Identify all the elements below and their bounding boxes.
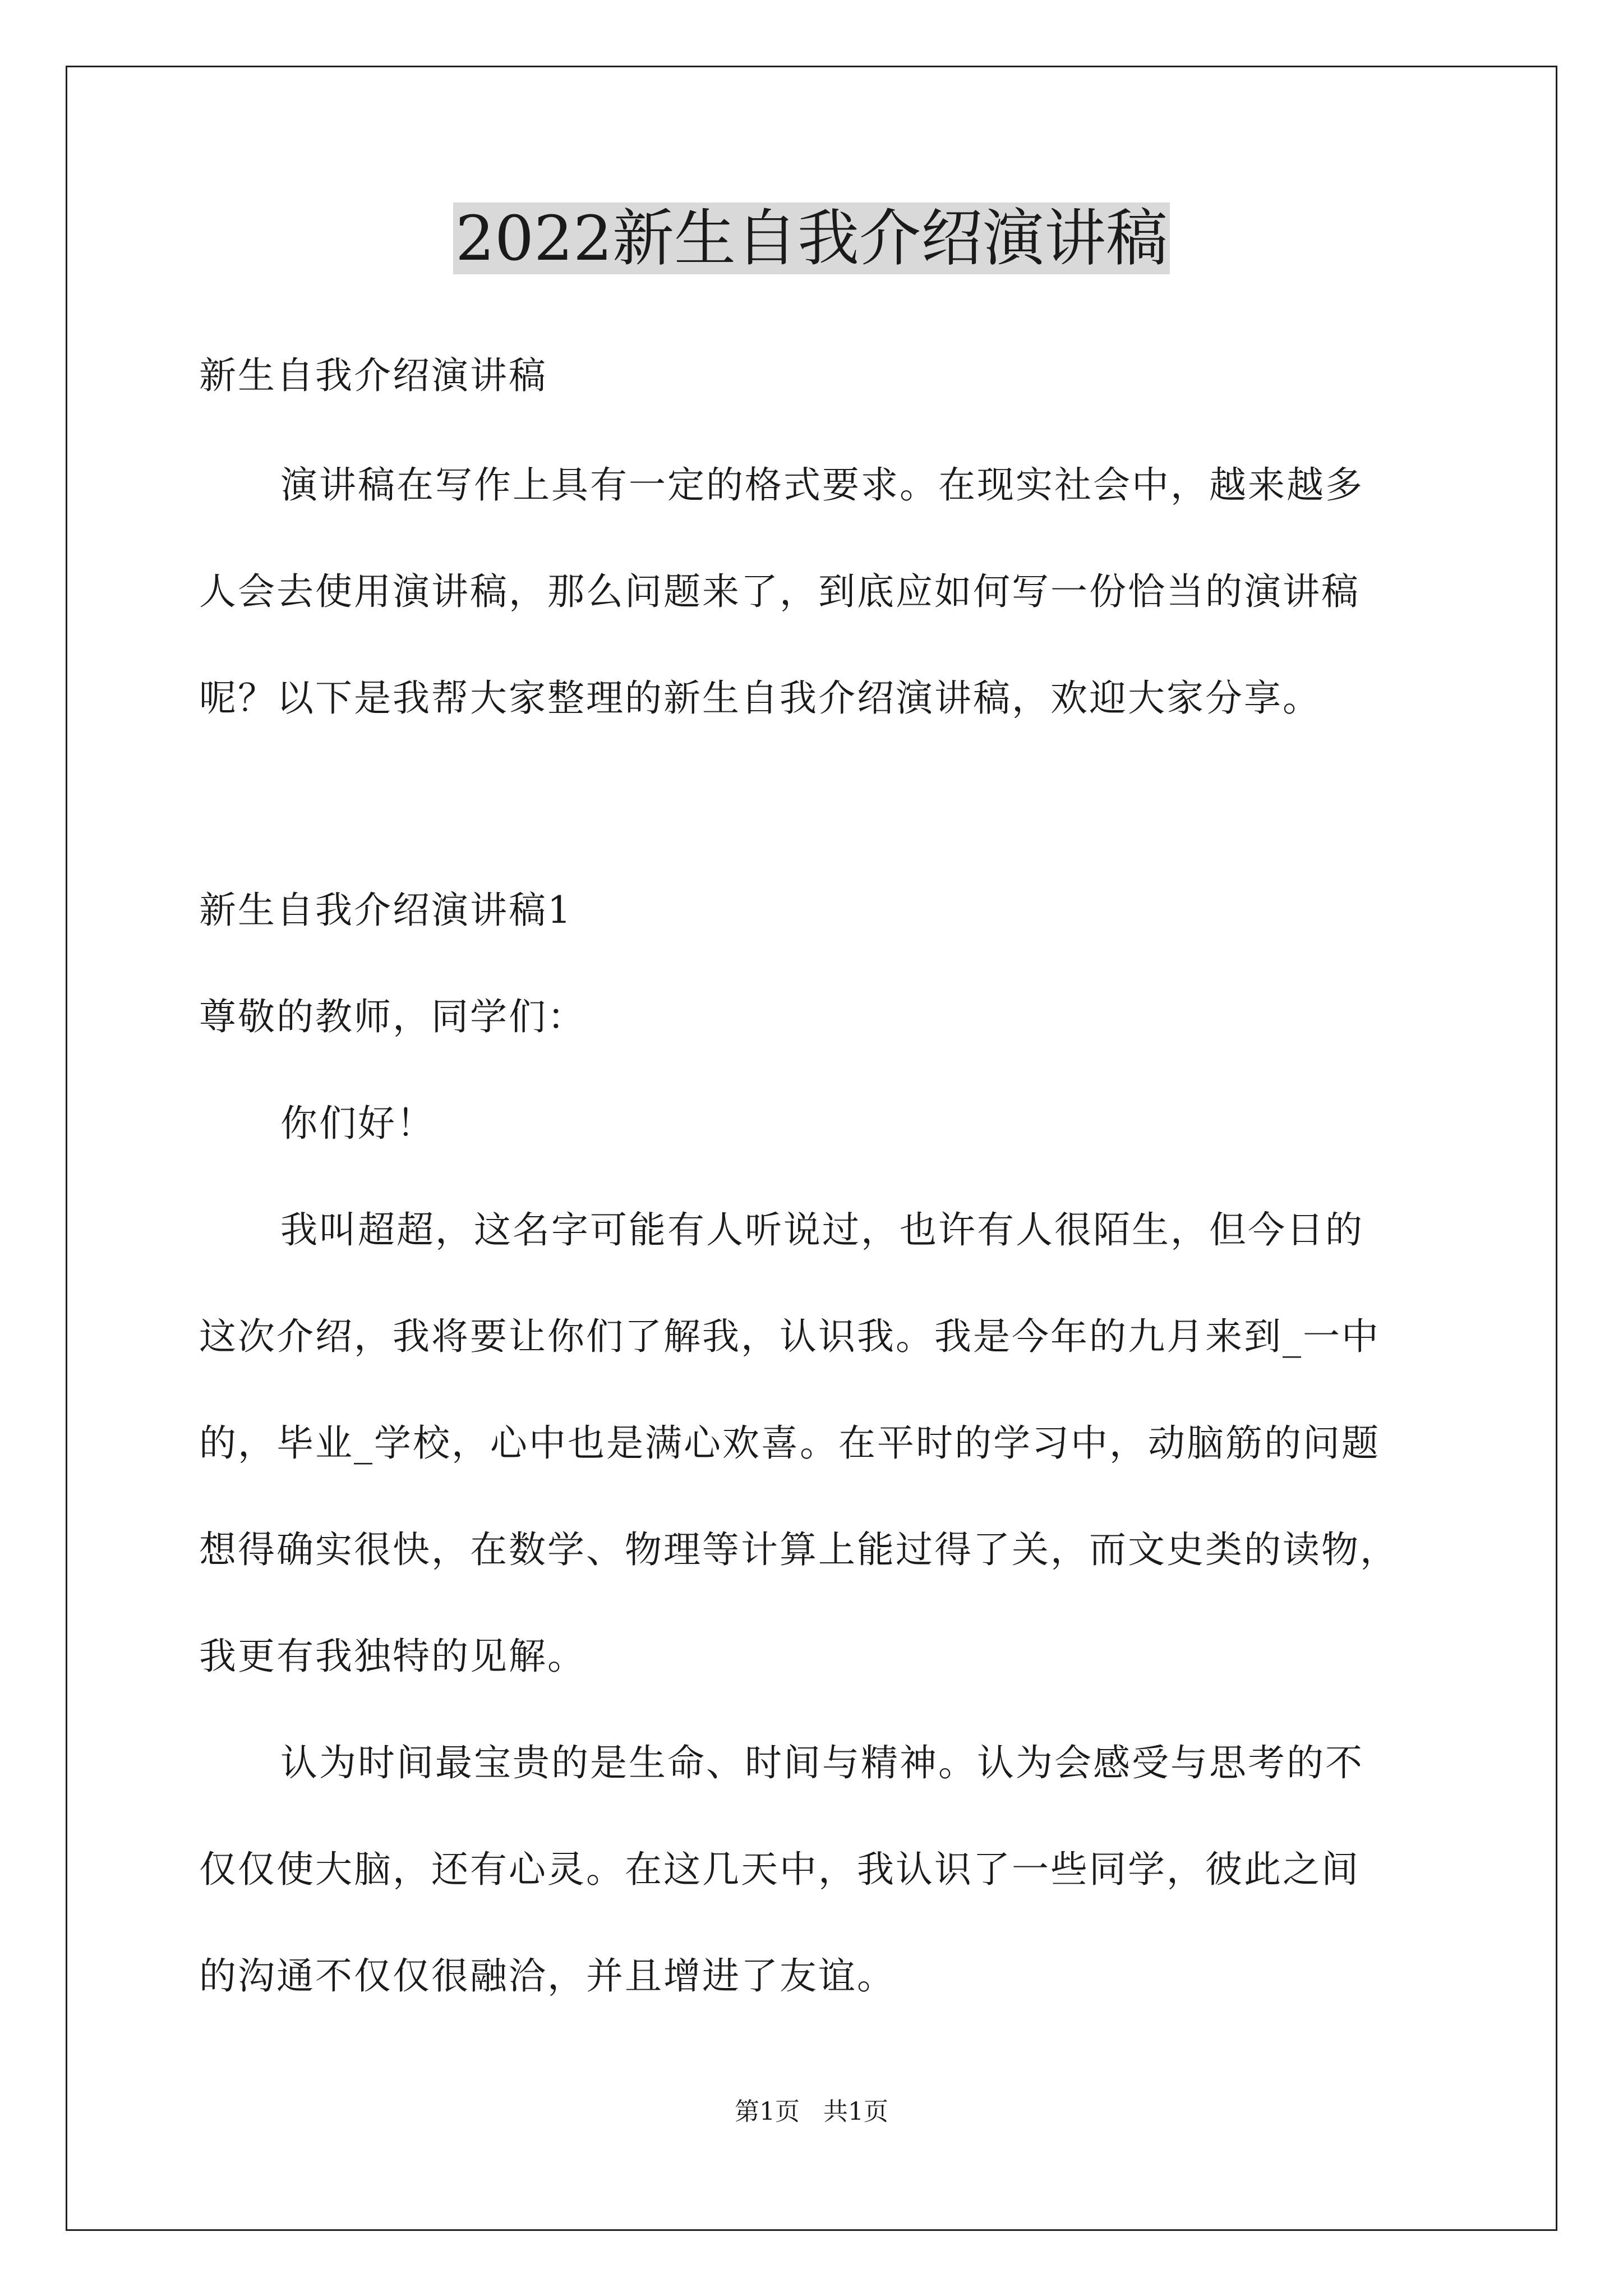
paragraph1-line-3: 的，毕业_学校，心中也是满心欢喜。在平时的学习中，动脑筋的问题 xyxy=(199,1421,1380,1465)
document-title xyxy=(0,199,1623,278)
paragraph1-line-1: 我叫超超，这名字可能有人听说过，也许有人很陌生，但今日的 xyxy=(280,1208,1364,1251)
page-footer: 第1页 共1页 xyxy=(735,2097,888,2126)
paragraph1-line-2: 这次介绍，我将要让你们了解我，认识我。我是今年的九月来到_一中 xyxy=(199,1315,1380,1358)
section-heading: 新生自我介绍演讲稿1 xyxy=(199,889,573,932)
greeting: 你们好！ xyxy=(280,1102,435,1145)
paragraph2-line-1: 认为时间最宝贵的是生命、时间与精神。认为会感受与思考的不 xyxy=(280,1741,1364,1784)
paragraph1-line-4: 想得确实很快，在数学、物理等计算上能过得了关，而文史类的读物， xyxy=(199,1528,1399,1571)
document-title-text: 2022新生自我介绍演讲稿 xyxy=(453,203,1170,274)
intro-line-3: 呢？以下是我帮大家整理的新生自我介绍演讲稿，欢迎大家分享。 xyxy=(199,677,1321,720)
intro-line-1: 演讲稿在写作上具有一定的格式要求。在现实社会中，越来越多 xyxy=(280,463,1364,507)
subtitle: 新生自我介绍演讲稿 xyxy=(199,354,547,397)
paragraph2-line-2: 仅仅使大脑，还有心灵。在这几天中，我认识了一些同学，彼此之间 xyxy=(199,1848,1360,1891)
salutation: 尊敬的教师，同学们： xyxy=(199,995,586,1038)
paragraph2-line-3: 的沟通不仅仅很融洽，并且增进了友谊。 xyxy=(199,1954,896,1998)
paragraph1-line-5: 我更有我独特的见解。 xyxy=(199,1635,586,1678)
intro-line-2: 人会去使用演讲稿，那么问题来了，到底应如何写一份恰当的演讲稿 xyxy=(199,570,1360,613)
